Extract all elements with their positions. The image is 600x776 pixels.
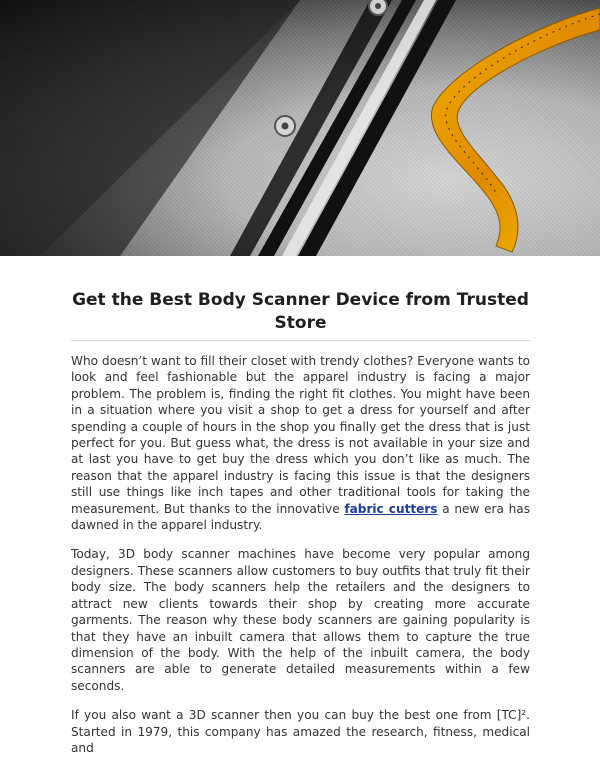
hero-image — [0, 0, 600, 256]
article-title: Get the Best Body Scanner Device from Trusted Store — [72, 290, 529, 333]
measuring-tape — [431, 8, 600, 252]
title-divider — [71, 340, 530, 341]
shirt-button — [369, 0, 387, 15]
fabric-cutters-link[interactable]: fabric cutters — [344, 501, 438, 516]
shirt-and-tape-illustration — [0, 0, 600, 256]
paragraph-text: a new era has dawned in the apparel industry. — [71, 501, 530, 533]
paragraph-text: Who doesn’t want to fill their closet with trendy clothes? Everyone wants to look and feel fashionable but the apparel industry is facing a major problem. The problem is, finding the right fit clothes. You might have been in a situation where you visit a shop to get a dress for yourself and after spending a couple of hours in the shop you finally get the dress that is just perfect for you. But guess what, the dress is not available in your size and at last you have to get buy the dress which you don’t like as much. The reason that the apparel industry is facing this issue is that the designers still use things like inch tapes and other traditional tools for taking the measurement. But thanks to the innovative — [71, 354, 530, 516]
paragraph-body-scanners: Today, 3D body scanner machines have become very popular among designers. These scanners allow customers to buy outfits that truly fit their body size. The body scanners help the retailers and the designers to attract new clients towards their shop by creating more accurate garments. The reason why these body scanners are gaining popularity is that they have an inbuilt camera that allows them to capture the true dimension of the body. With the help of the inbuilt camera, the body scanners are able to generate detailed measurements within a few seconds. — [71, 547, 530, 693]
paragraph-intro — [71, 353, 530, 533]
paragraph-tc2: If you also want a 3D scanner then you can buy the best one from [TC]². Started in 1979, this company has amazed the research, fitness, medical and — [71, 708, 530, 755]
shirt-button — [275, 116, 295, 136]
article — [71, 289, 530, 769]
